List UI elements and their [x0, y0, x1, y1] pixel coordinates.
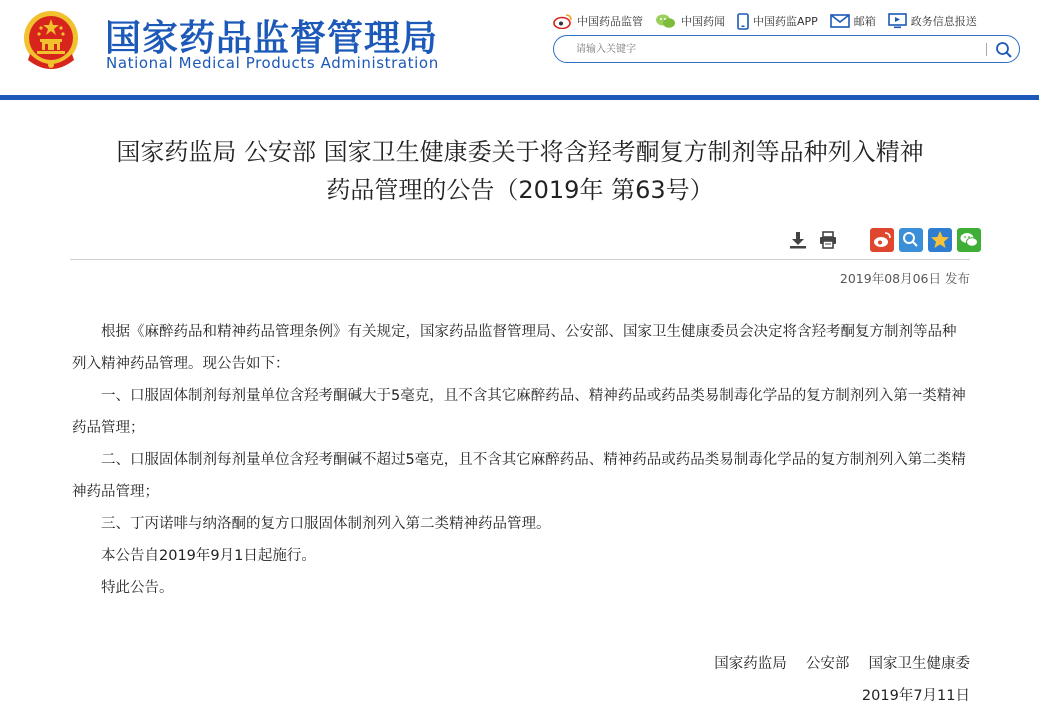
article-body [72, 316, 970, 604]
link-app-label: 中国药监APP [753, 15, 818, 28]
link-app[interactable] [737, 13, 818, 30]
publish-date: 2019年08月06日 发布 [839, 271, 970, 286]
article-paragraph: 一、口服固体制剂每剂量单位含羟考酮碱大于5毫克，且不含其它麻醉药品、精神药品或药品类易制毒化学品的复方制剂列入第一类精神药品管理； [72, 388, 966, 436]
signatories: 国家药监局 公安部 国家卫生健康委 [714, 656, 970, 672]
header-divider [0, 95, 1039, 100]
weibo-share-icon[interactable] [870, 228, 894, 252]
wechat-icon [655, 13, 677, 29]
monitor-icon [888, 13, 907, 29]
link-wechat-label: 中国药闻 [681, 15, 725, 28]
link-mail[interactable] [830, 13, 876, 29]
article-title-line-1: 国家药监局 公安部 国家卫生健康委关于将含羟考酮复方制剂等品种列入精神 [116, 138, 924, 166]
article-paragraph: 三、丁丙诺啡与纳洛酮的复方口服固体制剂列入第二类精神药品管理。 [101, 516, 551, 532]
link-mail-label: 邮箱 [853, 15, 876, 28]
sign-date: 2019年7月11日 [861, 688, 970, 704]
link-weibo[interactable] [553, 13, 643, 29]
printer-icon [818, 230, 838, 250]
mail-icon [830, 14, 850, 28]
title-rule [70, 259, 970, 260]
wechat-share-icon[interactable] [957, 228, 981, 252]
article-paragraph: 二、口服固体制剂每剂量单位含羟考酮碱不超过5毫克，且不含其它麻醉药品、精神药品或药品类易制毒化学品的复方制剂列入第二类精神药品管理； [72, 452, 966, 500]
weibo-icon [553, 13, 573, 29]
print-button[interactable] [816, 228, 840, 252]
search-button[interactable] [994, 40, 1014, 60]
top-links [553, 11, 1023, 31]
download-icon [788, 230, 808, 250]
article-paragraph: 本公告自2019年9月1日起施行。 [101, 548, 316, 564]
link-wechat[interactable] [655, 13, 725, 29]
article-toolbar [786, 227, 986, 253]
search-input[interactable] [576, 41, 976, 57]
download-button[interactable] [786, 228, 810, 252]
site-header [0, 0, 1039, 95]
qzone-share-icon[interactable] [899, 228, 923, 252]
article-paragraph: 特此公告。 [101, 580, 174, 596]
site-title-en: National Medical Products Administration [106, 54, 439, 72]
search-box [553, 35, 1020, 63]
star-share-icon[interactable] [928, 228, 952, 252]
search-icon [994, 40, 1014, 60]
mobile-icon [737, 13, 749, 30]
link-report[interactable] [888, 13, 977, 29]
site-title-cn: 国家药品监督管理局 [105, 18, 439, 59]
national-emblem-icon [22, 8, 80, 72]
article-title-line-2: 药品管理的公告（2019年 第63号） [326, 176, 714, 204]
search-divider [986, 43, 987, 56]
link-report-label: 政务信息报送 [910, 15, 977, 28]
link-weibo-label: 中国药品监管 [577, 15, 643, 28]
article-title [70, 133, 970, 209]
article-paragraph: 根据《麻醉药品和精神药品管理条例》有关规定，国家药品监督管理局、公安部、国家卫生健康委员会决定将含羟考酮复方制剂等品种列入精神药品管理。现公告如下： [72, 324, 957, 372]
